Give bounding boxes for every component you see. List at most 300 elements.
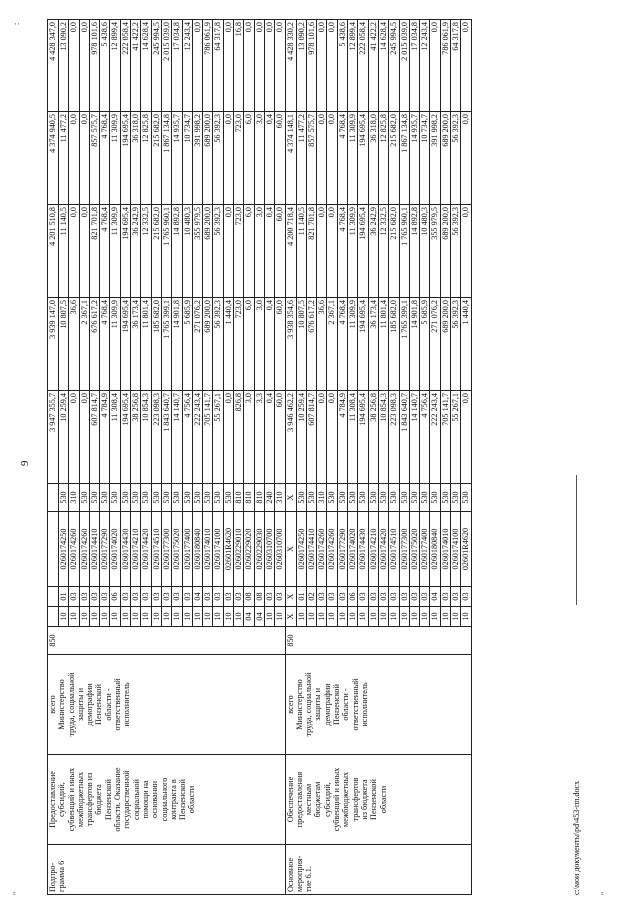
value-y2014: 14 140,7 (409, 391, 419, 484)
code-cell-vr: 530 (89, 484, 99, 512)
value-y2016: 0,0 (461, 205, 471, 298)
code-cell-vr: 530 (420, 484, 430, 512)
code-cell-csr: 0260174210 (368, 512, 378, 587)
value-y2017: 3,0 (254, 112, 264, 205)
code-cell-pr: 03 (172, 587, 182, 607)
code-cell-rz: 10 (296, 607, 306, 627)
code-cell-csr: 0260174210 (131, 512, 141, 587)
value-y2018: 2 015 039,0 (399, 20, 409, 112)
value-y2018: 0,0 (192, 20, 202, 112)
name-cell-line: Пензенской (103, 779, 113, 820)
value-y2014: 14 140,7 (172, 391, 182, 484)
code-cell-vr: 530 (430, 484, 440, 512)
code-cell-csr: 0260174430 (358, 512, 368, 587)
code-cell-vr: 530 (141, 484, 151, 512)
code-cell-csr: 0260177290 (337, 512, 347, 587)
executor-cell-line: Пензенской (332, 684, 342, 725)
value-y2014: 38 256,8 (368, 391, 378, 484)
value-y2014: 60,0 (275, 391, 285, 484)
value-y2016: 689 200,0 (440, 205, 450, 298)
value-y2018: 13 090,2 (296, 20, 306, 112)
corner-mark: : (12, 22, 21, 25)
value-y2017: 0,0 (79, 112, 89, 205)
code-cell-pr: 03 (440, 587, 450, 607)
value-y2017: 0,0 (461, 112, 471, 205)
code-cell-pr: 06 (110, 587, 120, 607)
value-y2018: 0,0 (430, 20, 440, 112)
code-cell-vr: X (285, 484, 296, 512)
executor-cell-line: демографии (85, 683, 95, 726)
code-cell-rz: 10 (89, 607, 99, 627)
name-cell-line: помощи на (140, 780, 150, 819)
executor-cell-line: демографии (322, 683, 332, 726)
value-y2015: 689 200,0 (440, 298, 450, 391)
name-cell (48, 755, 286, 845)
code-cell-rz: 04 (254, 607, 264, 627)
code-cell-vr: 530 (450, 484, 460, 512)
value-y2016: 56 392,3 (450, 205, 460, 298)
code-cell-rz: 10 (213, 607, 223, 627)
value-y2017: 10 734,7 (420, 112, 430, 205)
value-y2016: 821 701,8 (89, 205, 99, 298)
code-cell-csr: 0260174260 (69, 512, 79, 587)
name-cell-line: бюджетам (313, 781, 323, 818)
total-y2016: 4 200 718,4 (285, 205, 296, 298)
code-cell-rz: 10 (430, 607, 440, 627)
value-y2014: 223 098,3 (389, 391, 399, 484)
code-cell-rz: 10 (59, 607, 69, 627)
value-y2014: 1 843 640,7 (399, 391, 409, 484)
code-cell-vr: 240 (264, 484, 274, 512)
value-y2016: 355 979,5 (192, 205, 202, 298)
value-y2016: 10 480,3 (182, 205, 192, 298)
code-cell-csr: 0260175020 (409, 512, 419, 587)
value-y2015: 56 392,3 (450, 298, 460, 391)
value-y2014: 0,0 (317, 391, 327, 484)
name-cell-line: субсидий, (322, 782, 332, 817)
code-cell-pr: 03 (399, 587, 409, 607)
value-y2014: 10 854,3 (141, 391, 151, 484)
value-y2014: 222 243,4 (192, 391, 202, 484)
value-y2015: 60,0 (275, 298, 285, 391)
value-y2018: 2 015 039,0 (161, 20, 171, 112)
code-cell-pr: 03 (203, 587, 213, 607)
status-cell (285, 845, 471, 895)
name-cell-line: социального (159, 777, 169, 822)
code-cell-pr: 03 (327, 587, 337, 607)
value-y2017: 689 200,0 (440, 112, 450, 205)
code-cell-rz: 10 (337, 607, 347, 627)
value-y2015: 3,0 (254, 298, 264, 391)
name-cell-line: области (378, 785, 388, 814)
value-y2017: 11 477,2 (296, 112, 306, 205)
name-cell-line: социальной (131, 779, 141, 820)
code-cell-vr: 530 (59, 484, 69, 512)
value-y2018: 0,0 (461, 20, 471, 112)
total-y2015: 3 938 354,6 (285, 298, 296, 391)
value-y2016: 194 695,4 (358, 205, 368, 298)
value-y2014: 0,0 (69, 391, 79, 484)
value-y2015: 723,0 (234, 298, 244, 391)
value-y2016: 10 480,3 (420, 205, 430, 298)
value-y2016: 56 392,3 (213, 205, 223, 298)
code-cell-rz: 10 (223, 607, 233, 627)
code-cell-csr: 0260177400 (182, 512, 192, 587)
executor-cell-line: области - (341, 688, 351, 721)
code-cell-pr: 03 (100, 587, 110, 607)
value-y2017: 11 309,9 (110, 112, 120, 205)
value-y2016: 11 309,9 (110, 205, 120, 298)
value-y2014: 38 256,8 (131, 391, 141, 484)
code-cell-vr: 530 (368, 484, 378, 512)
name-cell-line: трансфертов из (85, 772, 95, 827)
code-cell-vr: 530 (409, 484, 419, 512)
value-y2017: 12 825,8 (378, 112, 388, 205)
value-y2018: 41 422,2 (368, 20, 378, 112)
value-y2018: 17 034,8 (172, 20, 182, 112)
status-cell-line: тие 6.1. (304, 866, 314, 892)
code-cell-rz: X (285, 607, 296, 627)
value-y2017: 4 768,4 (100, 112, 110, 205)
executor-cell-line: труда, социальной (66, 672, 76, 737)
executor-cell-line: области - (103, 688, 113, 721)
code-cell-pr: 04 (430, 587, 440, 607)
code-cell-csr (48, 512, 59, 587)
code-cell-pr: 03 (389, 587, 399, 607)
code-cell-vr (48, 484, 59, 512)
code-cell-csr: 0260174410 (89, 512, 99, 587)
code-cell-csr: 0260174420 (141, 512, 151, 587)
value-y2016: 1 765 960,1 (161, 205, 171, 298)
value-y2017: 12 825,8 (141, 112, 151, 205)
value-y2015: 185 682,0 (389, 298, 399, 391)
total-y2018: 4 428 347,0 (48, 20, 59, 112)
value-y2017: 6,0 (244, 112, 254, 205)
value-y2016: 36 242,9 (131, 205, 141, 298)
value-y2014: 55 267,1 (213, 391, 223, 484)
value-y2015: 2 367,1 (79, 298, 89, 391)
grbs-cell: 850 (48, 627, 286, 655)
value-y2014: 4 756,4 (182, 391, 192, 484)
code-cell-csr: 0260174430 (120, 512, 130, 587)
value-y2016: 0,4 (264, 205, 274, 298)
value-y2015: 11 309,9 (348, 298, 358, 391)
value-y2018: 245 994,5 (389, 20, 399, 112)
code-cell-vr: 530 (461, 484, 471, 512)
code-cell-csr: 0260174010 (203, 512, 213, 587)
code-cell-pr: 03 (79, 587, 89, 607)
code-cell-vr: 530 (203, 484, 213, 512)
code-cell-rz: 04 (244, 607, 254, 627)
executor-cell-line: труда, социальной (304, 672, 314, 737)
corner-mark: '' (600, 892, 609, 895)
name-cell-line: области. Оказание (113, 767, 123, 832)
value-y2017: 194 695,4 (120, 112, 130, 205)
code-cell-pr: 03 (450, 587, 460, 607)
value-y2016: 4 768,4 (337, 205, 347, 298)
code-cell-vr: 530 (182, 484, 192, 512)
value-y2016: 194 695,4 (120, 205, 130, 298)
code-cell-csr: 0260174410 (306, 512, 316, 587)
code-cell-vr: 530 (306, 484, 316, 512)
value-y2015: 36,6 (317, 298, 327, 391)
value-y2015: 11 309,9 (110, 298, 120, 391)
value-y2017: 0,4 (264, 112, 274, 205)
code-cell-pr: 03 (378, 587, 388, 607)
executor-cell-line: ответственный (113, 678, 123, 731)
value-y2014: 4 756,4 (420, 391, 430, 484)
value-y2015: 271 076,2 (430, 298, 440, 391)
value-y2018: 14 628,4 (141, 20, 151, 112)
value-y2018: 0,0 (275, 20, 285, 112)
value-y2018: 16,8 (234, 20, 244, 112)
code-cell-rz: 10 (275, 607, 285, 627)
total-y2016: 4 201 510,8 (48, 205, 59, 298)
name-cell-line: основании (150, 781, 160, 818)
code-cell-rz: 10 (327, 607, 337, 627)
value-y2014: 1 843 640,7 (161, 391, 171, 484)
code-cell-vr: 530 (358, 484, 368, 512)
value-y2018: 12 243,4 (420, 20, 430, 112)
code-cell-pr: 03 (420, 587, 430, 607)
value-y2016: 215 682,0 (151, 205, 161, 298)
value-y2016: 11 140,5 (296, 205, 306, 298)
code-cell-vr: 530 (131, 484, 141, 512)
value-y2014: 607 814,7 (306, 391, 316, 484)
name-cell-line: бюджета (94, 784, 104, 815)
name-cell-line: области (187, 785, 197, 814)
code-cell-vr: 530 (348, 484, 358, 512)
value-y2015: 14 901,8 (409, 298, 419, 391)
code-cell-csr: 0260180840 (192, 512, 202, 587)
value-y2014: 0,4 (264, 391, 274, 484)
code-cell-vr: 530 (389, 484, 399, 512)
name-cell-line: местным (304, 783, 314, 816)
value-y2018: 0,0 (223, 20, 233, 112)
code-cell-vr: 530 (161, 484, 171, 512)
value-y2014: 222 243,4 (430, 391, 440, 484)
value-y2014: 0,0 (223, 391, 233, 484)
code-cell-csr: 0260310700 (275, 512, 285, 587)
name-cell-line: Обеспечение (285, 776, 295, 823)
value-y2014: 11 308,4 (110, 391, 120, 484)
value-y2014: 10 259,4 (59, 391, 69, 484)
code-cell-rz: 10 (409, 607, 419, 627)
value-y2015: 194 695,4 (120, 298, 130, 391)
code-cell-pr: 03 (141, 587, 151, 607)
value-y2015: 56 392,3 (213, 298, 223, 391)
value-y2017: 11 477,2 (59, 112, 69, 205)
code-cell-pr: 03 (182, 587, 192, 607)
value-y2015: 10 807,5 (296, 298, 306, 391)
value-y2017: 60,0 (275, 112, 285, 205)
value-y2016: 12 332,5 (141, 205, 151, 298)
value-y2018: 0,0 (254, 20, 264, 112)
code-cell-vr: 530 (399, 484, 409, 512)
code-cell-pr: 03 (161, 587, 171, 607)
value-y2015: 194 695,4 (358, 298, 368, 391)
executor-cell-line: Министерство (294, 679, 304, 730)
code-cell-rz: 10 (368, 607, 378, 627)
code-cell-csr: 0260174260 (79, 512, 89, 587)
value-y2018: 0,0 (264, 20, 274, 112)
value-y2015: 185 682,0 (151, 298, 161, 391)
status-cell-line: мероприя- (294, 855, 304, 892)
code-cell-csr: 0260174010 (440, 512, 450, 587)
value-y2014: 607 814,7 (89, 391, 99, 484)
status-cell-line: Подпро- (48, 862, 57, 892)
executor-cell-line: исполнитель (359, 682, 369, 727)
executor-cell-line: ответственный (350, 678, 360, 731)
code-cell-vr: 530 (192, 484, 202, 512)
name-cell-line: субвенций и иных (332, 767, 342, 832)
code-cell-pr: 03 (409, 587, 419, 607)
value-y2015: 36 173,4 (131, 298, 141, 391)
value-y2018: 17 034,8 (409, 20, 419, 112)
code-cell-rz: 10 (461, 607, 471, 627)
code-cell-rz: 10 (234, 607, 244, 627)
code-cell-pr: 03 (89, 587, 99, 607)
value-y2015: 36,6 (69, 298, 79, 391)
value-y2014: 55 267,1 (450, 391, 460, 484)
code-cell-vr: 530 (79, 484, 89, 512)
code-cell-vr: 530 (440, 484, 450, 512)
value-y2015: 1 765 399,1 (161, 298, 171, 391)
value-y2017: 194 695,4 (358, 112, 368, 205)
code-cell-pr: 03 (337, 587, 347, 607)
name-cell-line: субвенций и иных (66, 767, 76, 832)
value-y2018: 13 090,2 (59, 20, 69, 112)
code-cell-pr: 03 (151, 587, 161, 607)
value-y2017: 36 318,0 (368, 112, 378, 205)
name-cell-line: из бюджета (359, 779, 369, 820)
code-cell-rz: 10 (317, 607, 327, 627)
value-y2014: 10 259,4 (296, 391, 306, 484)
code-cell-csr: 0260310700 (264, 512, 274, 587)
executor-cell-line: Пензенской (94, 684, 104, 725)
code-cell-vr: 810 (254, 484, 264, 512)
code-cell-vr: 810 (244, 484, 254, 512)
code-cell-rz: 10 (264, 607, 274, 627)
value-y2018: 978 101,6 (306, 20, 316, 112)
value-y2016: 11 140,5 (59, 205, 69, 298)
value-y2015: 6,0 (244, 298, 254, 391)
code-cell-rz: 10 (440, 607, 450, 627)
code-cell-vr: 310 (275, 484, 285, 512)
value-y2015: 5 685,9 (420, 298, 430, 391)
value-y2016: 689 200,0 (203, 205, 213, 298)
value-y2017: 11 309,9 (348, 112, 358, 205)
value-y2018: 978 101,6 (89, 20, 99, 112)
code-cell-vr: 530 (110, 484, 120, 512)
value-y2015: 1 440,4 (223, 298, 233, 391)
value-y2015: 0,4 (264, 298, 274, 391)
code-cell-pr: 03 (223, 587, 233, 607)
value-y2018: 0,0 (69, 20, 79, 112)
value-y2014: 705 141,7 (203, 391, 213, 484)
value-y2017: 0,0 (223, 112, 233, 205)
code-cell-rz: 10 (306, 607, 316, 627)
value-y2017: 56 392,3 (213, 112, 223, 205)
table-row-total (285, 20, 296, 895)
value-y2018: 222 058,4 (120, 20, 130, 112)
status-cell-line: Основное (285, 857, 295, 892)
value-y2018: 41 422,2 (131, 20, 141, 112)
value-y2017: 0,0 (327, 112, 337, 205)
value-y2016: 6,0 (244, 205, 254, 298)
value-y2016: 723,0 (234, 205, 244, 298)
value-y2017: 4 768,4 (337, 112, 347, 205)
code-cell-csr: 0260174260 (327, 512, 337, 587)
value-y2017: 14 935,7 (409, 112, 419, 205)
value-y2018: 0,0 (244, 20, 254, 112)
value-y2016: 821 701,8 (306, 205, 316, 298)
value-y2014: 194 695,4 (358, 391, 368, 484)
table-row-total (48, 20, 59, 895)
value-y2016: 14 892,8 (172, 205, 182, 298)
code-cell-rz: 10 (450, 607, 460, 627)
value-y2017: 14 935,7 (172, 112, 182, 205)
executor-cell-line: защиты и (313, 687, 323, 722)
total-y2014: 3 946 462,2 (285, 391, 296, 484)
value-y2016: 3,0 (254, 205, 264, 298)
value-y2014: 194 695,4 (120, 391, 130, 484)
code-cell-pr: 06 (348, 587, 358, 607)
value-y2014: 705 141,7 (440, 391, 450, 484)
code-cell-rz: 10 (348, 607, 358, 627)
name-cell-line: субсидий, (57, 782, 67, 817)
value-y2015: 1 440,4 (461, 298, 471, 391)
code-cell-vr: 810 (234, 484, 244, 512)
value-y2017: 10 734,7 (182, 112, 192, 205)
value-y2014: 0,0 (461, 391, 471, 484)
value-y2016: 0,0 (327, 205, 337, 298)
code-cell-csr: 0260174510 (389, 512, 399, 587)
name-cell (285, 755, 471, 845)
value-y2015: 271 076,2 (192, 298, 202, 391)
code-cell-csr: 0260174250 (59, 512, 69, 587)
name-cell-line: межбюджетных (341, 771, 351, 828)
status-cell-line: грамма 6 (57, 860, 67, 892)
executor-cell-line: всего (285, 695, 295, 714)
code-cell-rz: 10 (182, 607, 192, 627)
value-y2018: 12 899,4 (110, 20, 120, 112)
value-y2015: 10 807,5 (59, 298, 69, 391)
value-y2016: 36 242,9 (368, 205, 378, 298)
value-y2016: 60,0 (275, 205, 285, 298)
value-y2017: 36 318,0 (131, 112, 141, 205)
code-cell-csr: 0260174260 (317, 512, 327, 587)
value-y2018: 222 058,4 (358, 20, 368, 112)
code-cell-vr: 530 (213, 484, 223, 512)
code-cell-csr: 0260174100 (213, 512, 223, 587)
total-y2015: 3 939 147,0 (48, 298, 59, 391)
value-y2016: 0,0 (69, 205, 79, 298)
value-y2017: 0,0 (69, 112, 79, 205)
name-cell-line: Предоставление (48, 771, 57, 828)
name-cell-line: контракта в (168, 779, 178, 820)
value-y2016: 0,0 (223, 205, 233, 298)
name-cell-line: трансфертов (350, 777, 360, 822)
code-cell-csr: 0260177290 (100, 512, 110, 587)
code-cell-csr: 0260177300 (161, 512, 171, 587)
code-cell-rz: 10 (151, 607, 161, 627)
value-y2015: 676 617,2 (89, 298, 99, 391)
code-cell-vr: 310 (317, 484, 327, 512)
code-cell-csr: 0260180840 (430, 512, 440, 587)
code-cell-vr: 530 (337, 484, 347, 512)
value-y2014: 3,0 (244, 391, 254, 484)
